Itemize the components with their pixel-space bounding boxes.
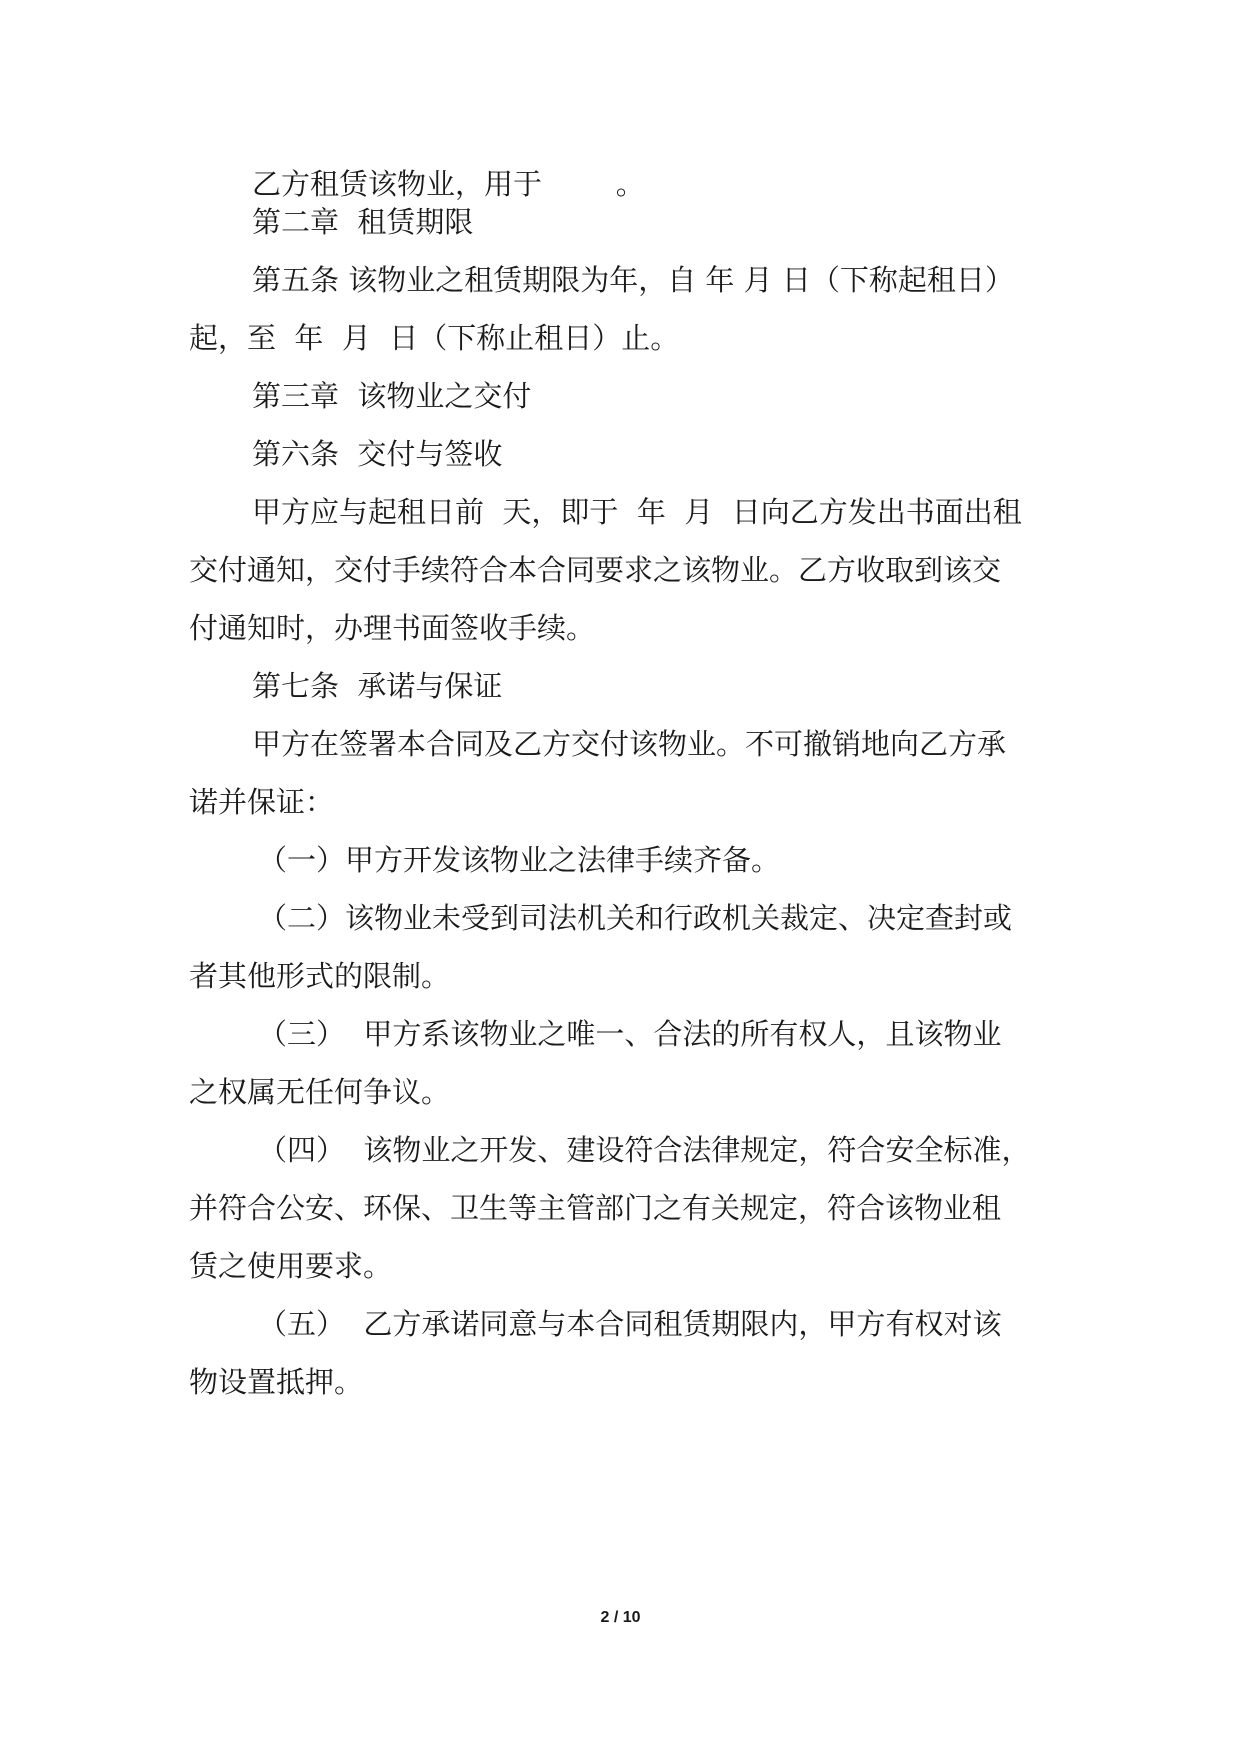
page-number: 2 / 10: [600, 1609, 641, 1626]
article-heading: 第七条 承诺与保证: [252, 669, 503, 703]
article-line: 第五条 该物业之租赁期限为年，自 年 月 日（下称起租日）: [252, 263, 1014, 297]
paragraph-line: 交付通知，交付手续符合本合同要求之该物业。乙方收取到该交: [189, 553, 1002, 587]
list-item: （四） 该物业之开发、建设符合法律规定，符合安全标准，: [258, 1133, 1031, 1167]
list-item: （二）该物业未受到司法机关和行政机关裁定、决定查封或: [258, 901, 1013, 935]
paragraph-line: 诺并保证：: [189, 785, 335, 819]
list-item-continuation: 并符合公安、环保、卫生等主管部门之有关规定，符合该物业租: [189, 1191, 1002, 1225]
paragraph-line: 付通知时，办理书面签收手续。: [189, 611, 596, 645]
list-item: （五） 乙方承诺同意与本合同租赁期限内，甲方有权对该: [258, 1307, 1002, 1341]
chapter-heading: 第三章 该物业之交付: [252, 379, 532, 413]
paragraph-line: 甲方在签署本合同及乙方交付该物业。不可撤销地向乙方承: [252, 727, 1007, 761]
paragraph-line: 起，至 年 月 日（下称止租日）止。: [189, 321, 680, 355]
list-item: （一）甲方开发该物业之法律手续齐备。: [258, 843, 781, 877]
list-item: （三） 甲方系该物业之唯一、合法的所有权人，且该物业: [258, 1017, 1002, 1051]
paragraph-line: 乙方租赁该物业，用于 。: [252, 167, 645, 201]
article-heading: 第六条 交付与签收: [252, 437, 503, 471]
list-item-continuation: 之权属无任何争议。: [189, 1075, 451, 1109]
list-item-continuation: 者其他形式的限制。: [189, 959, 451, 993]
paragraph-line: 甲方应与起租日前 天，即于 年 月 日向乙方发出书面出租: [252, 495, 1022, 529]
list-item-continuation: 赁之使用要求。: [189, 1249, 393, 1283]
chapter-heading: 第二章 租赁期限: [252, 205, 474, 239]
list-item-continuation: 物设置抵押。: [189, 1365, 364, 1399]
